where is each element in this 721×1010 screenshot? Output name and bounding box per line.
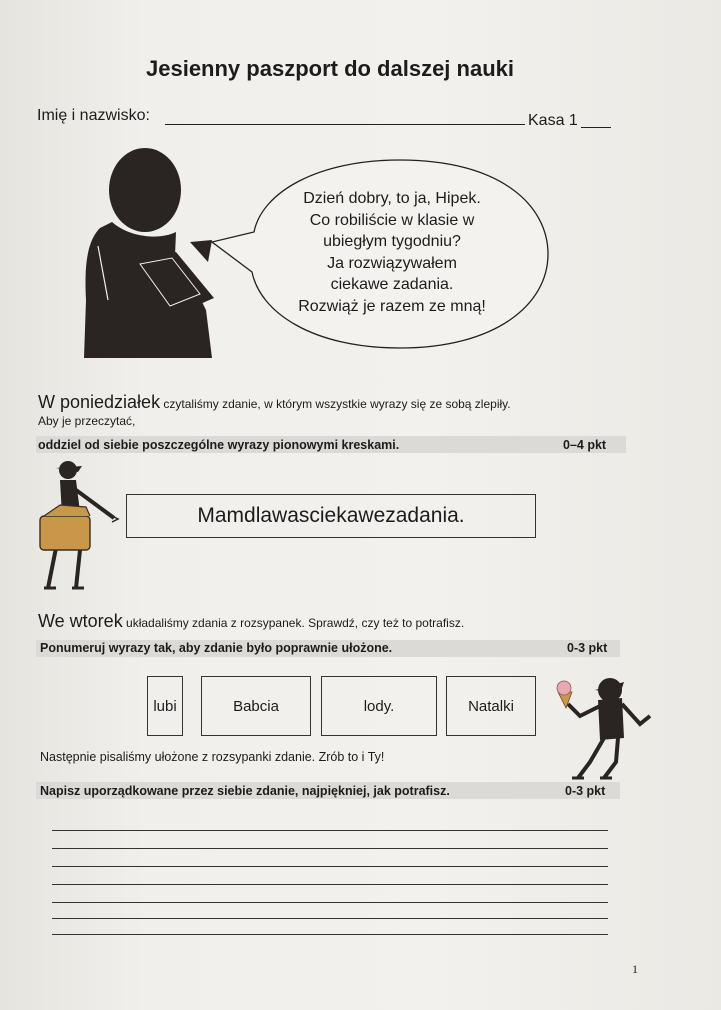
monday-points: 0–4 pkt — [563, 438, 607, 452]
writing-line[interactable] — [52, 918, 608, 919]
boy-reading-silhouette — [84, 148, 214, 358]
writing-task-text: Następnie pisaliśmy ułożone z rozsypanki zdanie. Zrób to i Ty! — [40, 750, 385, 764]
name-field-line[interactable] — [165, 124, 525, 125]
tuesday-instruction: Ponumeruj wyrazy tak, aby zdanie było poprawnie ułożone. — [40, 641, 393, 655]
bubble-line: Ja rozwiązywałem — [327, 254, 457, 272]
word-card[interactable]: lubi — [147, 676, 183, 736]
writing-line[interactable] — [52, 884, 608, 885]
worksheet-title: Jesienny paszport do dalszej nauki — [146, 56, 514, 81]
bubble-line: ubiegłym tygodniu? — [323, 233, 461, 250]
class-field-line[interactable] — [581, 127, 611, 128]
monday-hint: Aby je przeczytać, — [38, 414, 136, 428]
word-card[interactable]: lody. — [321, 676, 437, 736]
monday-paragraph — [38, 392, 511, 413]
bubble-line: ciekawe zadania. — [330, 276, 454, 293]
name-label: Imię i nazwisko: — [37, 107, 150, 124]
writing-line[interactable] — [52, 934, 608, 935]
monday-heading: W poniedziałek — [38, 392, 161, 412]
writing-points: 0-3 pkt — [565, 784, 606, 798]
writing-instruction: Napisz uporządkowane przez siebie zdanie, najpiękniej, jak potrafisz. — [40, 784, 450, 798]
word-card[interactable]: Babcia — [201, 676, 311, 736]
figure-with-ice-cream-silhouette — [568, 678, 650, 778]
bubble-line: Co robiliście w klasie w — [309, 211, 475, 229]
glued-sentence-box[interactable]: Mamdlawasciekawezadania. — [126, 494, 536, 538]
writing-line[interactable] — [52, 848, 608, 849]
tuesday-text: układaliśmy zdania z rozsypanek. Sprawdź, czy też to potrafisz. — [122, 616, 465, 630]
tuesday-points: 0-3 pkt — [567, 641, 608, 655]
writing-line[interactable] — [52, 830, 608, 831]
class-label: Kasa 1 — [528, 112, 578, 129]
tuesday-heading: We wtorek — [38, 611, 123, 631]
monday-instruction: oddziel od siebie poszczególne wyrazy pionowymi kreskami. — [38, 438, 400, 452]
monday-text: czytaliśmy zdanie, w którym wszystkie wyrazy się ze sobą zlepiły. — [160, 397, 511, 411]
word-card[interactable]: Natalki — [446, 676, 536, 736]
figure-with-box-silhouette — [40, 461, 118, 588]
speech-bubble-text — [262, 188, 522, 317]
tuesday-paragraph — [38, 611, 464, 632]
bubble-line: Rozwiąż je razem ze mną! — [298, 297, 486, 315]
bubble-line: Dzień dobry, to ja, Hipek. — [303, 190, 481, 207]
writing-line[interactable] — [52, 866, 608, 867]
page-number: 1 — [632, 962, 638, 976]
writing-line[interactable] — [52, 902, 608, 903]
